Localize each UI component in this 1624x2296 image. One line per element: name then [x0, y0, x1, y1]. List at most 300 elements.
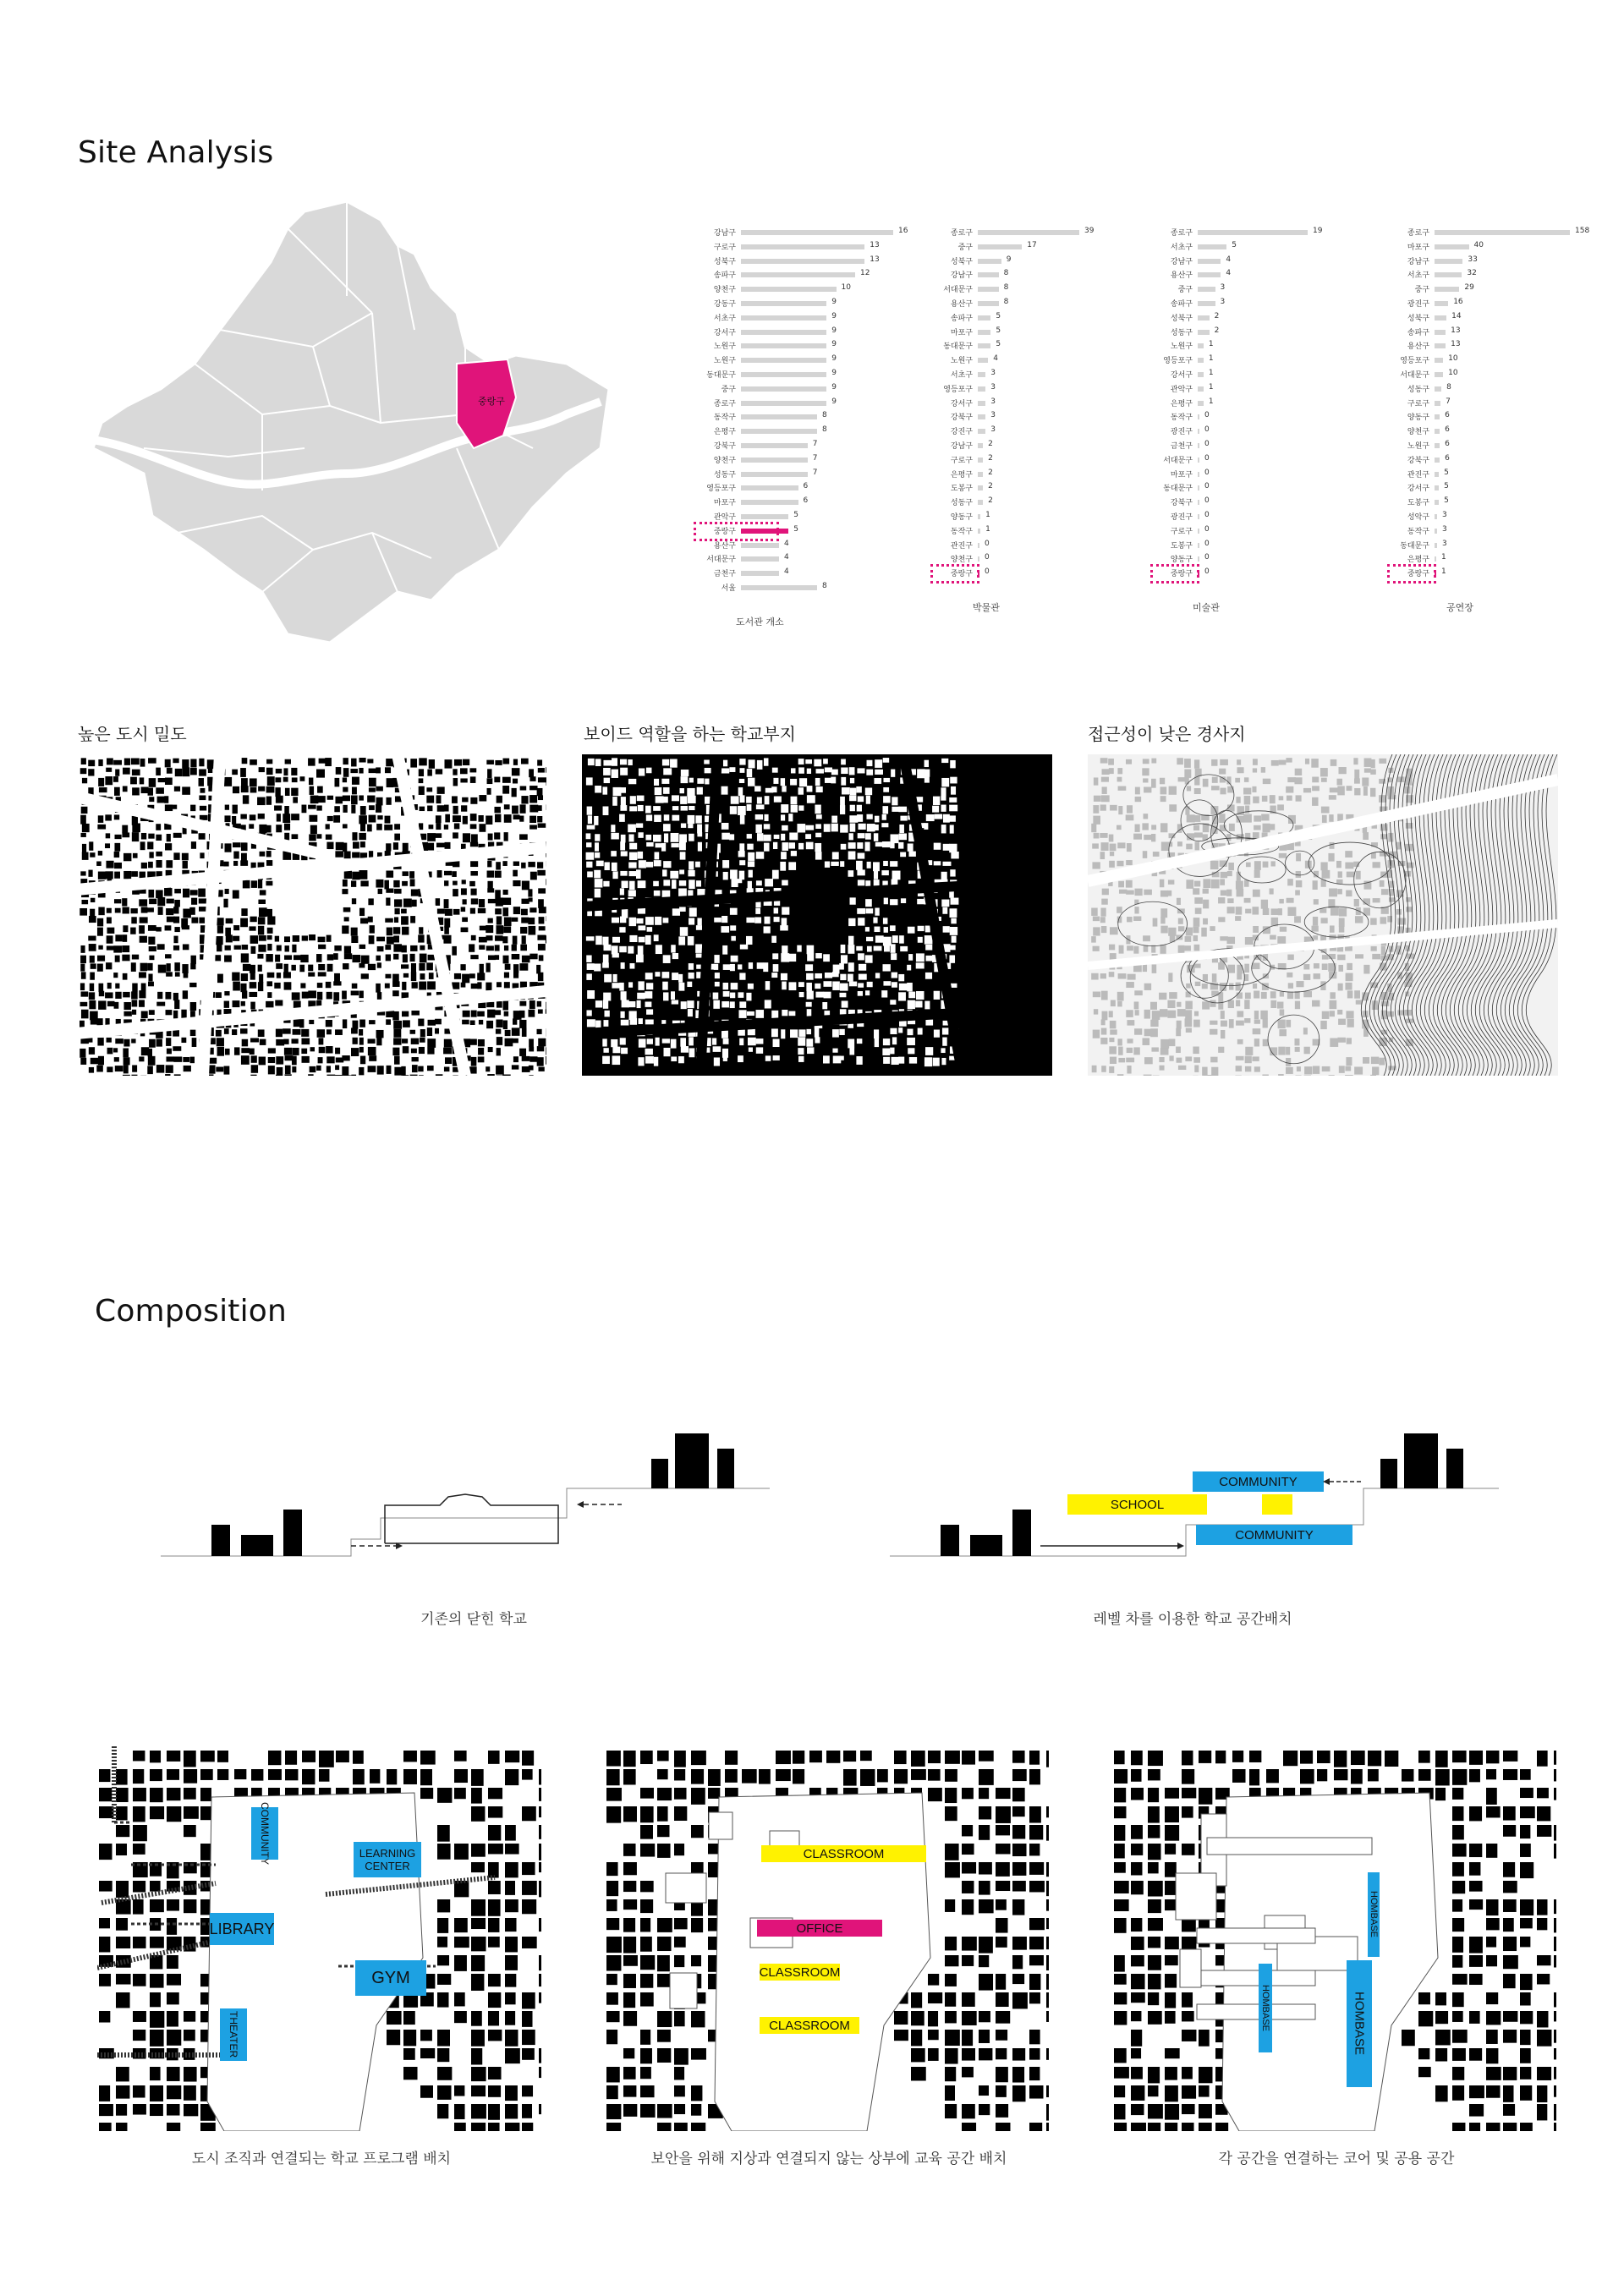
chart-category-label: 노원구: [950, 357, 973, 366]
chart-value-label: 5: [1444, 468, 1449, 477]
chart-category-label: 중랑구: [1170, 570, 1193, 579]
chart-category-label: 영등포구: [943, 385, 973, 394]
chart-category-label: 중랑구: [950, 570, 973, 579]
chart-caption: 공연장: [1446, 602, 1473, 613]
slope-map: [1088, 754, 1558, 1076]
chart-value-label: 5: [1232, 240, 1237, 249]
chart-category-label: 강서구: [1407, 485, 1429, 494]
chart-bar: [1198, 358, 1204, 363]
chart-row: [1133, 511, 1210, 523]
chart-bar: [741, 571, 779, 576]
chart-row: [1370, 482, 1449, 494]
chart-bar: [741, 301, 826, 306]
chart-category-label: 성동구: [1170, 328, 1193, 337]
chart-theater: [1370, 227, 1624, 624]
chart-bar: [1435, 386, 1441, 392]
chart-bar: [978, 230, 1079, 235]
chart-caption: 박물관: [973, 602, 1000, 613]
chart-value-label: 9: [831, 311, 837, 321]
chart-row: [1370, 283, 1474, 295]
chart-value-label: 3: [990, 411, 996, 420]
chart-category-label: 중구: [957, 243, 973, 252]
gym-program: GYM: [355, 1960, 426, 1996]
chart-row: [677, 397, 837, 409]
chart-bar: [978, 556, 979, 562]
chart-value-label: 3: [990, 425, 996, 435]
chart-value-label: 1: [985, 524, 990, 534]
chart-row: [1370, 440, 1450, 452]
chart-value-label: 5: [996, 311, 1001, 321]
chart-bar: [1435, 458, 1440, 463]
chart-bar: [1435, 414, 1440, 419]
chart-category-label: 도봉구: [1170, 541, 1193, 551]
chart-value-label: 13: [1451, 326, 1461, 335]
chart-value-label: 4: [993, 354, 999, 364]
classroom-block-3: CLASSROOM: [760, 2017, 859, 2034]
chart-category-label: 종로구: [950, 229, 973, 238]
composition-heading: Composition: [95, 1294, 288, 1329]
chart-bar: [741, 358, 826, 363]
chart-row: [1370, 340, 1461, 352]
chart-category-label: 서대문구: [943, 286, 973, 295]
chart-category-label: 은평구: [950, 470, 973, 479]
chart-bar: [1198, 414, 1199, 419]
chart-category-label: 강남구: [713, 229, 736, 238]
chart-bar: [1435, 472, 1439, 477]
chart-bar: [978, 514, 980, 519]
chart-category-label: 구로구: [1407, 399, 1429, 408]
chart-category-label: 강서구: [713, 328, 736, 337]
library-program: LIBRARY: [210, 1913, 274, 1945]
chart-category-label: 종로구: [713, 399, 736, 408]
chart-category-label: 강북구: [1407, 456, 1429, 465]
chart-bar: [741, 372, 826, 377]
chart-value-label: 0: [1204, 511, 1210, 519]
chart-row: [1370, 496, 1449, 508]
chart-bar: [978, 500, 983, 505]
level-section: [890, 1425, 1499, 1569]
chart-bar: [1198, 443, 1199, 448]
plan1-caption: 도시 조직과 연결되는 학교 프로그램 배치: [191, 2151, 452, 2167]
chart-bar: [1198, 272, 1221, 277]
chart-row: [1370, 227, 1590, 238]
chart-bar: [978, 244, 1022, 249]
chart-bar: [978, 443, 983, 448]
chart-category-label: 강남구: [950, 442, 973, 451]
chart-bar: [741, 514, 788, 519]
chart-value-label: 1: [1208, 354, 1214, 364]
chart-bar: [1435, 514, 1437, 519]
chart-category-label: 양동구: [950, 513, 973, 522]
chart-value-label: 17: [1027, 240, 1037, 249]
chart-category-label: 은평구: [1170, 399, 1193, 408]
chart-row: [1133, 298, 1226, 310]
chart-value-label: 12: [860, 269, 870, 278]
chart-row: [677, 453, 818, 466]
chart-row: [1370, 453, 1450, 466]
chart-category-label: 성동구: [950, 499, 973, 508]
chart-category-label: 관악구: [1170, 385, 1193, 394]
chart-value-label: 2: [988, 453, 993, 463]
chart-value-label: 3: [990, 397, 996, 406]
chart-bar: [741, 585, 817, 590]
chart-category-label: 서초구: [1407, 271, 1429, 281]
chart-category-label: 용산구: [1407, 342, 1429, 352]
chart-row: [1370, 539, 1447, 551]
chart-row: [1133, 482, 1210, 494]
chart-bar: [741, 330, 826, 335]
chart-value-label: 0: [1204, 524, 1210, 534]
chart-row: [1370, 354, 1458, 366]
chart-row: [1133, 453, 1210, 466]
chart-category-label: 성북구: [950, 257, 973, 266]
chart-bar: [1435, 343, 1446, 348]
chart-category-label: 성북구: [713, 257, 736, 266]
chart-category-label: 강동구: [713, 300, 736, 309]
chart-category-label: 양천구: [713, 286, 736, 295]
chart-gallery: [1133, 227, 1345, 624]
chart-category-label: 중구: [1177, 286, 1193, 295]
chart-row: [677, 482, 809, 494]
chart-value-label: 7: [812, 453, 818, 463]
chart-bar: [978, 529, 980, 534]
chart-category-label: 송파구: [713, 271, 736, 281]
chart-value-label: 5: [996, 326, 1001, 335]
density-map: [76, 754, 546, 1076]
chart-row: [1370, 311, 1462, 324]
chart-bar: [741, 259, 864, 264]
chart-category-label: 용산구: [713, 541, 736, 551]
chart-row: [677, 311, 837, 324]
chart-value-label: 4: [784, 539, 789, 548]
chart-category-label: 서대문구: [1400, 371, 1429, 380]
chart-bar: [1435, 315, 1446, 321]
chart-value-label: 8: [822, 582, 827, 590]
chart-bar: [1198, 458, 1199, 463]
void-caption: 보이드 역할을 하는 학교부지: [584, 724, 796, 744]
chart-bar: [1198, 500, 1199, 505]
chart-value-label: 1: [1208, 369, 1214, 377]
chart-value-label: 6: [1445, 411, 1450, 420]
chart-value-label: 6: [1445, 440, 1450, 448]
chart-value-label: 10: [1448, 354, 1458, 364]
chart-row: [1133, 397, 1214, 409]
chart-bar: [1198, 485, 1199, 490]
chart-value-label: 9: [1006, 255, 1012, 264]
chart-value-label: 1: [1208, 382, 1214, 392]
chart-value-label: 8: [1003, 269, 1009, 278]
chart-value-label: 5: [793, 511, 798, 519]
chart-value-label: 5: [996, 340, 1001, 349]
chart-category-label: 관진구: [1407, 470, 1429, 479]
chart-category-label: 구로구: [713, 243, 736, 252]
chart-bar: [1198, 343, 1204, 348]
chart-category-label: 종로구: [1170, 229, 1193, 238]
chart-row: [914, 340, 1001, 352]
chart-category-label: 송파구: [950, 314, 973, 323]
chart-row: [677, 269, 870, 281]
chart-value-label: 0: [1204, 411, 1210, 420]
chart-row: [914, 440, 993, 452]
highlight-box: [694, 522, 779, 541]
chart-row: [914, 255, 1012, 267]
chart-category-label: 도봉구: [950, 485, 973, 494]
chart-bar: [978, 472, 983, 477]
chart-value-label: 3: [1442, 539, 1447, 548]
chart-value-label: 4: [784, 567, 789, 577]
chart-row: [1133, 240, 1237, 253]
chart-bar: [978, 414, 985, 419]
chart-category-label: 구로구: [950, 456, 973, 465]
chart-bar: [1198, 472, 1199, 477]
chart-row: [914, 298, 1009, 310]
chart-value-label: 0: [1204, 425, 1210, 435]
chart-row: [1133, 440, 1210, 452]
chart-row: [1370, 425, 1450, 437]
chart-row: [677, 326, 837, 338]
chart-row: [1133, 382, 1214, 395]
chart-category-label: 광진구: [1407, 300, 1429, 309]
homebase-core-3: HOMBASE: [1347, 1960, 1372, 2087]
void-map: [582, 754, 1052, 1076]
chart-museum: [914, 227, 1095, 624]
chart-category-label: 강북구: [713, 442, 736, 451]
chart-row: [914, 311, 1001, 324]
plan2-caption: 보안을 위해 지상과 연결되지 않는 상부에 교육 공간 배치: [650, 2151, 1007, 2167]
chart-value-label: 2: [1214, 326, 1220, 335]
site-analysis-heading: Site Analysis: [78, 135, 274, 170]
chart-caption: 미술관: [1193, 602, 1220, 613]
chart-category-label: 양천구: [1407, 428, 1429, 437]
chart-bar: [1435, 556, 1436, 562]
chart-bar: [1435, 301, 1448, 306]
classroom-block-2: CLASSROOM: [759, 1964, 841, 1980]
chart-row: [914, 411, 996, 423]
chart-value-label: 0: [985, 553, 990, 562]
chart-row: [1133, 227, 1323, 238]
chart-category-label: 송파구: [1170, 300, 1193, 309]
chart-row: [914, 382, 996, 395]
plan-classroom-map: [605, 1746, 1049, 2131]
chart-category-label: 관진구: [950, 541, 973, 551]
chart-bar: [1435, 543, 1437, 548]
chart-bar: [741, 472, 808, 477]
chart-category-label: 금천구: [1170, 442, 1193, 451]
chart-bar: [1435, 443, 1440, 448]
chart-category-label: 노원구: [713, 357, 736, 366]
chart-bar: [1198, 386, 1204, 392]
chart-bar: [1198, 287, 1215, 292]
chart-value-label: 13: [870, 255, 880, 264]
chart-row: [677, 227, 908, 238]
chart-category-label: 강남구: [1407, 257, 1429, 266]
chart-row: [1370, 269, 1477, 281]
chart-category-label: 노원구: [713, 342, 736, 352]
chart-value-label: 2: [988, 440, 993, 448]
theater-program: THEATER: [220, 2008, 247, 2061]
chart-row: [677, 240, 880, 253]
chart-category-label: 금천구: [713, 570, 736, 579]
chart-bar: [1435, 529, 1437, 534]
chart-row: [914, 283, 1009, 295]
chart-bar: [1198, 529, 1199, 534]
chart-row: [677, 539, 789, 551]
chart-category-label: 서초구: [1170, 243, 1193, 252]
chart-value-label: 0: [1204, 553, 1210, 562]
chart-category-label: 강서구: [1170, 371, 1193, 380]
chart-value-label: 32: [1467, 269, 1477, 278]
chart-row: [914, 524, 990, 537]
chart-value-label: 8: [822, 411, 827, 420]
chart-bar: [741, 244, 864, 249]
chart-value-label: 4: [1226, 255, 1232, 264]
chart-bar: [1198, 556, 1199, 562]
chart-value-label: 0: [1204, 539, 1210, 548]
chart-bar: [1435, 358, 1443, 363]
chart-value-label: 8: [1003, 298, 1009, 306]
chart-row: [1133, 283, 1226, 295]
chart-value-label: 1: [985, 511, 990, 519]
chart-bar: [741, 386, 826, 392]
community-program: COMMUNITY: [251, 1807, 278, 1860]
chart-bar: [978, 301, 999, 306]
chart-bar: [1198, 244, 1226, 249]
chart-row: [1133, 354, 1214, 366]
chart-bar: [741, 401, 826, 406]
chart-category-label: 도봉구: [1407, 499, 1429, 508]
chart-value-label: 1: [1441, 567, 1446, 577]
chart-bar: [741, 315, 826, 321]
chart-category-label: 강북구: [1170, 499, 1193, 508]
chart-value-label: 8: [1446, 382, 1451, 392]
chart-value-label: 40: [1473, 240, 1484, 249]
chart-category-label: 영등포구: [706, 485, 736, 494]
chart-category-label: 성북구: [1170, 314, 1193, 323]
chart-row: [677, 255, 880, 267]
highlight-district-label: 중랑구: [478, 396, 505, 407]
chart-bar: [1435, 287, 1459, 292]
chart-value-label: 158: [1575, 227, 1590, 235]
chart-bar: [741, 230, 893, 235]
chart-bar: [1435, 272, 1462, 277]
chart-value-label: 9: [831, 340, 837, 349]
chart-value-label: 39: [1084, 227, 1095, 235]
chart-bar: [741, 414, 817, 419]
highlight-box: [1387, 564, 1436, 584]
slope-caption: 접근성이 낮은 경사지: [1088, 724, 1246, 744]
chart-row: [1133, 411, 1210, 423]
chart-category-label: 강서구: [950, 399, 973, 408]
chart-value-label: 6: [1445, 453, 1450, 463]
chart-row: [677, 340, 837, 352]
office-block: OFFICE: [757, 1920, 882, 1937]
chart-caption: 도서관 개소: [736, 616, 784, 627]
school-block-small: [1262, 1494, 1292, 1515]
chart-category-label: 강진구: [950, 428, 973, 437]
chart-row: [1370, 411, 1450, 423]
chart-value-label: 3: [1442, 524, 1447, 534]
chart-value-label: 0: [1204, 567, 1210, 577]
chart-bar: [978, 458, 983, 463]
chart-row: [1133, 255, 1232, 267]
chart-bar: [1198, 301, 1215, 306]
chart-row: [914, 453, 993, 466]
chart-row: [914, 240, 1037, 253]
chart-row: [914, 511, 990, 523]
chart-category-label: 영등포구: [1400, 357, 1429, 366]
chart-row: [914, 468, 993, 480]
chart-value-label: 19: [1313, 227, 1323, 235]
chart-value-label: 16: [898, 227, 908, 235]
chart-category-label: 성동구: [1407, 385, 1429, 394]
chart-category-label: 성악구: [1407, 513, 1429, 522]
chart-bar: [741, 429, 817, 434]
chart-category-label: 마포구: [1407, 243, 1429, 252]
chart-bar: [978, 287, 999, 292]
chart-value-label: 0: [1204, 482, 1210, 491]
chart-bar: [1198, 514, 1199, 519]
chart-bar: [1435, 330, 1446, 335]
chart-value-label: 7: [812, 468, 818, 477]
chart-value-label: 2: [988, 496, 993, 506]
chart-row: [1133, 524, 1210, 537]
chart-value-label: 9: [831, 354, 837, 364]
chart-row: [914, 227, 1095, 238]
chart-row: [1133, 369, 1214, 381]
chart-bar: [1198, 543, 1199, 548]
chart-value-label: 5: [793, 524, 798, 534]
chart-category-label: 서대문구: [706, 556, 736, 565]
classroom-block-1: CLASSROOM: [761, 1845, 926, 1862]
chart-row: [677, 496, 809, 508]
chart-value-label: 33: [1468, 255, 1478, 264]
chart-category-label: 노원구: [1170, 342, 1193, 352]
chart-value-label: 10: [841, 283, 851, 293]
chart-row: [1133, 539, 1210, 551]
chart-value-label: 8: [822, 425, 827, 435]
chart-bar: [1435, 429, 1440, 434]
chart-category-label: 종로구: [1407, 229, 1429, 238]
chart-bar: [978, 330, 990, 335]
chart-row: [1133, 311, 1220, 324]
chart-value-label: 13: [1451, 340, 1461, 349]
community-lower: COMMUNITY: [1196, 1525, 1352, 1545]
chart-bar: [978, 272, 999, 277]
chart-row: [1133, 496, 1210, 508]
chart-bar: [978, 343, 990, 348]
chart-value-label: 2: [988, 482, 993, 491]
chart-category-label: 동작구: [1170, 414, 1193, 423]
chart-category-label: 성동구: [713, 470, 736, 479]
chart-bar: [978, 358, 988, 363]
chart-category-label: 광진구: [1170, 513, 1193, 522]
chart-bar: [1198, 372, 1204, 377]
chart-bar: [1198, 330, 1210, 335]
chart-row: [1370, 524, 1447, 537]
chart-row: [914, 539, 990, 551]
chart-value-label: 0: [1204, 496, 1210, 506]
chart-bar: [741, 287, 837, 292]
chart-category-label: 은평구: [713, 428, 736, 437]
chart-bar: [741, 458, 808, 463]
chart-value-label: 3: [990, 369, 996, 377]
chart-bar: [978, 429, 985, 434]
chart-value-label: 13: [870, 240, 880, 249]
chart-row: [914, 425, 996, 437]
chart-value-label: 9: [831, 382, 837, 392]
chart-category-label: 관악구: [713, 513, 736, 522]
chart-category-label: 용산구: [950, 300, 973, 309]
